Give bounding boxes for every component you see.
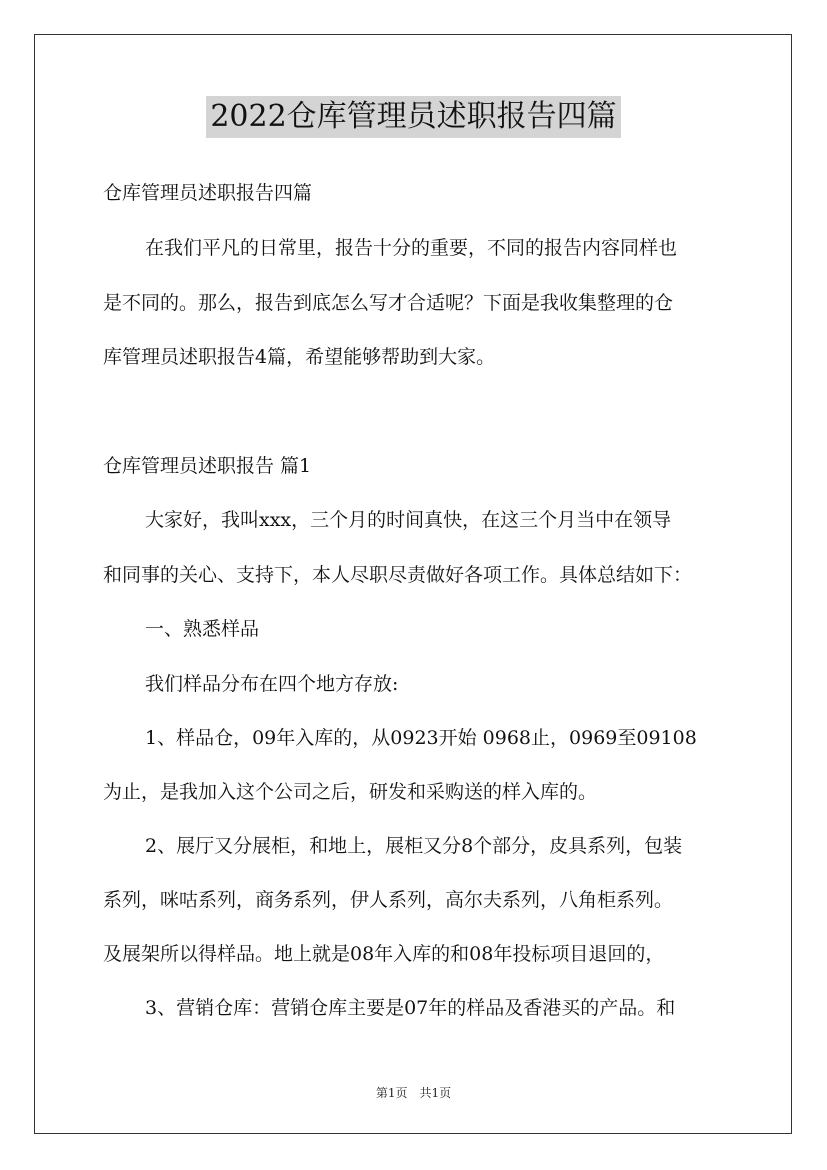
page-number: 第1页 xyxy=(375,1086,408,1100)
body-line: 大家好，我叫xxx，三个月的时间真快，在这三个月当中在领导 xyxy=(145,509,672,531)
body-line: 及展架所以得样品。地上就是08年入库的和08年投标项目退回的， xyxy=(103,943,665,965)
section-heading: 仓库管理员述职报告 篇1 xyxy=(103,455,312,477)
body-line: 为止，是我加入这个公司之后，研发和采购送的样入库的。 xyxy=(103,781,598,803)
body-line: 3、营销仓库：营销仓库主要是07年的样品及香港买的产品。和 xyxy=(145,997,676,1019)
intro-line: 是不同的。那么，报告到底怎么写才合适呢？下面是我收集整理的仓 xyxy=(103,292,674,314)
body-line: 系列，咪咕系列，商务系列，伊人系列，高尔夫系列，八角柜系列。 xyxy=(103,889,674,911)
body-line: 和同事的关心、支持下，本人尽职尽责做好各项工作。具体总结如下： xyxy=(103,564,693,586)
intro-line: 在我们平凡的日常里，报告十分的重要，不同的报告内容同样也 xyxy=(145,237,678,259)
intro-line: 库管理员述职报告4篇，希望能够帮助到大家。 xyxy=(103,346,496,368)
body-line: 一、熟悉样品 xyxy=(145,618,260,640)
body-line: 我们样品分布在四个地方存放: xyxy=(145,673,399,695)
page-footer xyxy=(0,1084,827,1101)
subtitle: 仓库管理员述职报告四篇 xyxy=(103,182,313,204)
document-title: 2022仓库管理员述职报告四篇 xyxy=(206,96,620,138)
body-line: 1、样品仓，09年入库的，从0923开始 0968止，0969至09108 xyxy=(145,727,697,749)
title-container xyxy=(0,96,827,138)
body-line: 2、展厅又分展柜，和地上，展柜又分8个部分，皮具系列，包装 xyxy=(145,835,683,857)
page-total: 共1页 xyxy=(419,1086,452,1100)
